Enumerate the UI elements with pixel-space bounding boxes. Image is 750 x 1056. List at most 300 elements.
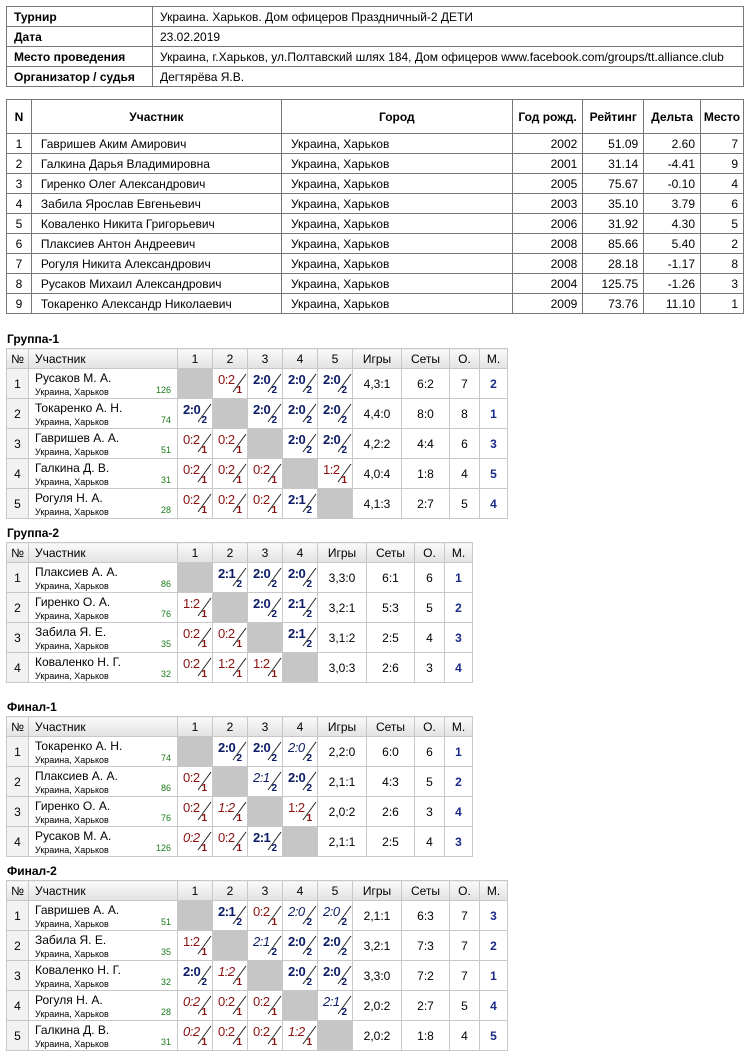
player-cell xyxy=(29,429,178,459)
player-name: Коваленко Н. Г. xyxy=(35,963,121,977)
row-number: 1 xyxy=(7,369,29,399)
participant-name: Галкина Дарья Владимировна xyxy=(31,154,281,174)
diagonal-cell xyxy=(248,797,283,827)
player-rating: 32 xyxy=(160,977,171,987)
match-result-cell xyxy=(213,459,248,489)
match-result-cell xyxy=(318,931,353,961)
match-result-cell xyxy=(178,1021,213,1051)
participant-delta: -1.26 xyxy=(644,274,701,294)
participant-place: 2 xyxy=(701,234,744,254)
row-number: 3 xyxy=(7,961,29,991)
group-row xyxy=(7,931,508,961)
match-result-cell xyxy=(318,369,353,399)
match-points: 2 xyxy=(341,385,347,396)
participant-number: 1 xyxy=(7,134,32,154)
match-points: 1 xyxy=(236,385,242,396)
player-name: Токаренко А. Н. xyxy=(35,739,123,753)
player-cell xyxy=(29,961,178,991)
participant-number: 7 xyxy=(7,254,32,274)
diagonal-cell xyxy=(213,931,248,961)
final-place: 1 xyxy=(445,563,473,593)
diagonal-cell xyxy=(178,563,213,593)
player-rating: 74 xyxy=(160,415,171,425)
player-name: Галкина Д. В. xyxy=(35,1023,110,1037)
player-rating: 31 xyxy=(160,475,171,485)
match-result-cell xyxy=(213,737,248,767)
col-header-opponent: 1 xyxy=(178,717,213,737)
player-city: Украина, Харьков xyxy=(35,507,109,517)
match-result-cell xyxy=(318,961,353,991)
match-score: 2:0 xyxy=(253,402,271,417)
col-header-rating: Рейтинг xyxy=(583,100,644,134)
participant-delta: -0.10 xyxy=(644,174,701,194)
col-header-city: Город xyxy=(281,100,512,134)
match-score: 2:0 xyxy=(288,402,306,417)
match-points: 2 xyxy=(306,783,312,794)
match-score: 1:2 xyxy=(183,596,200,611)
col-header-sets: Сеты xyxy=(402,881,450,901)
sets-total: 2:6 xyxy=(367,653,415,683)
final-place: 4 xyxy=(445,797,473,827)
col-header-points: О. xyxy=(450,881,480,901)
match-result-cell xyxy=(248,827,283,857)
points-total: 5 xyxy=(415,767,445,797)
info-value: Украина. Харьков. Дом офицеров Праздничный-2 ДЕТИ xyxy=(153,7,744,27)
match-result-cell xyxy=(318,429,353,459)
participant-number: 3 xyxy=(7,174,32,194)
row-number: 3 xyxy=(7,623,29,653)
match-points: 2 xyxy=(306,947,312,958)
player-name: Галкина Д. В. xyxy=(35,461,110,475)
info-row xyxy=(7,47,744,67)
group-title: Группа-2 xyxy=(7,526,60,540)
player-rating: 76 xyxy=(160,609,171,619)
participant-number: 6 xyxy=(7,234,32,254)
match-result-cell xyxy=(318,991,353,1021)
participant-delta: 11.10 xyxy=(644,294,701,314)
match-points: 1 xyxy=(236,669,242,680)
match-score: 2:1 xyxy=(323,994,340,1009)
match-points: 1 xyxy=(236,1007,242,1018)
col-header-opponent: 5 xyxy=(318,881,353,901)
match-points: 1 xyxy=(236,843,242,854)
player-name: Плаксиев А. А. xyxy=(35,769,118,783)
match-result-cell xyxy=(283,1021,318,1051)
match-points: 1 xyxy=(306,813,312,824)
participant-place: 5 xyxy=(701,214,744,234)
match-result-cell xyxy=(283,429,318,459)
player-name: Гиренко О. А. xyxy=(35,595,111,609)
col-header-opponent: 3 xyxy=(248,881,283,901)
participant-delta: -1.17 xyxy=(644,254,701,274)
match-points: 1 xyxy=(341,475,347,486)
match-score: 1:2 xyxy=(323,462,340,477)
games-total: 2,0:2 xyxy=(318,797,367,827)
group-block xyxy=(6,700,473,857)
match-points: 1 xyxy=(306,1037,312,1048)
info-label: Место проведения xyxy=(7,47,153,67)
player-name: Забила Я. Е. xyxy=(35,933,107,947)
match-points: 2 xyxy=(341,415,347,426)
match-points: 2 xyxy=(271,385,277,396)
match-score: 2:0 xyxy=(323,964,341,979)
col-header-points: О. xyxy=(450,349,480,369)
row-number: 5 xyxy=(7,489,29,519)
col-header-player: Участник xyxy=(29,349,178,369)
final-place: 2 xyxy=(480,369,508,399)
match-score: 2:0 xyxy=(323,934,341,949)
points-total: 7 xyxy=(450,369,480,399)
participant-name: Токаренко Александр Николаевич xyxy=(31,294,281,314)
participant-delta: 4.30 xyxy=(644,214,701,234)
group-row xyxy=(7,563,473,593)
match-score: 2:0 xyxy=(323,402,341,417)
player-rating: 28 xyxy=(160,1007,171,1017)
match-score: 2:1 xyxy=(288,596,306,611)
player-city: Украина, Харьков xyxy=(35,755,109,765)
match-result-cell xyxy=(178,961,213,991)
player-name: Забила Я. Е. xyxy=(35,625,107,639)
final-place: 4 xyxy=(480,489,508,519)
points-total: 7 xyxy=(450,931,480,961)
row-number: 1 xyxy=(7,737,29,767)
diagonal-cell xyxy=(283,459,318,489)
participant-place: 1 xyxy=(701,294,744,314)
match-score: 2:1 xyxy=(218,904,236,919)
col-header-delta: Дельта xyxy=(644,100,701,134)
match-score: 0:2 xyxy=(218,432,235,447)
player-cell xyxy=(29,737,178,767)
participant-row xyxy=(7,234,744,254)
participant-place: 9 xyxy=(701,154,744,174)
match-points: 1 xyxy=(201,505,207,516)
player-name: Рогуля Н. А. xyxy=(35,491,103,505)
player-city: Украина, Харьков xyxy=(35,1009,109,1019)
participant-name: Забила Ярослав Евгеньевич xyxy=(31,194,281,214)
group-row xyxy=(7,1021,508,1051)
match-points: 2 xyxy=(271,843,277,854)
final-place: 2 xyxy=(480,931,508,961)
match-score: 2:0 xyxy=(253,566,271,581)
diagonal-cell xyxy=(248,961,283,991)
points-total: 7 xyxy=(450,961,480,991)
match-points: 2 xyxy=(236,579,242,590)
match-points: 1 xyxy=(271,917,277,928)
col-header-opponent: 3 xyxy=(248,543,283,563)
match-result-cell xyxy=(178,429,213,459)
player-city: Украина, Харьков xyxy=(35,641,109,651)
player-city: Украина, Харьков xyxy=(35,919,109,929)
group-title: Финал-1 xyxy=(7,700,57,714)
match-score: 0:2 xyxy=(253,994,270,1009)
group-table xyxy=(6,880,508,1051)
player-city: Украина, Харьков xyxy=(35,1039,109,1049)
participant-delta: 2.60 xyxy=(644,134,701,154)
tournament-info-table xyxy=(6,6,744,87)
participant-row xyxy=(7,214,744,234)
participant-number: 2 xyxy=(7,154,32,174)
player-cell xyxy=(29,797,178,827)
match-score: 2:0 xyxy=(323,372,341,387)
final-place: 2 xyxy=(445,767,473,797)
group-block xyxy=(6,526,473,683)
games-total: 2,1:1 xyxy=(318,827,367,857)
player-name: Русаков М. А. xyxy=(35,829,112,843)
match-points: 2 xyxy=(306,917,312,928)
row-number: 1 xyxy=(7,563,29,593)
match-points: 2 xyxy=(306,505,312,516)
diagonal-cell xyxy=(178,369,213,399)
sets-total: 6:0 xyxy=(367,737,415,767)
participants-table xyxy=(6,99,744,314)
player-cell xyxy=(29,459,178,489)
participant-year: 2009 xyxy=(512,294,583,314)
group-block xyxy=(6,332,508,519)
group-table xyxy=(6,716,473,857)
match-result-cell xyxy=(213,991,248,1021)
participant-city: Украина, Харьков xyxy=(281,174,512,194)
match-points: 1 xyxy=(201,783,207,794)
diagonal-cell xyxy=(283,653,318,683)
col-header-place: М. xyxy=(480,881,508,901)
match-score: 2:0 xyxy=(288,432,306,447)
col-header-n: N xyxy=(7,100,32,134)
match-result-cell xyxy=(283,623,318,653)
participant-number: 9 xyxy=(7,294,32,314)
group-row xyxy=(7,767,473,797)
match-points: 2 xyxy=(271,947,277,958)
games-total: 2,0:2 xyxy=(353,991,402,1021)
diagonal-cell xyxy=(178,737,213,767)
sets-total: 7:3 xyxy=(402,931,450,961)
games-total: 4,3:1 xyxy=(353,369,402,399)
group-row xyxy=(7,797,473,827)
match-score: 0:2 xyxy=(218,994,235,1009)
diagonal-cell xyxy=(213,767,248,797)
match-score: 0:2 xyxy=(218,492,235,507)
participant-row xyxy=(7,274,744,294)
participant-number: 5 xyxy=(7,214,32,234)
col-header-points: О. xyxy=(415,717,445,737)
participant-year: 2002 xyxy=(512,134,583,154)
participant-name: Русаков Михаил Александрович xyxy=(31,274,281,294)
player-city: Украина, Харьков xyxy=(35,671,109,681)
sets-total: 2:5 xyxy=(367,827,415,857)
info-label: Турнир xyxy=(7,7,153,27)
sets-total: 6:3 xyxy=(402,901,450,931)
sets-total: 4:4 xyxy=(402,429,450,459)
col-header-opponent: 3 xyxy=(248,349,283,369)
match-result-cell xyxy=(248,1021,283,1051)
match-score: 2:0 xyxy=(323,432,341,447)
final-place: 3 xyxy=(480,429,508,459)
match-score: 1:2 xyxy=(253,656,270,671)
points-total: 5 xyxy=(415,593,445,623)
player-cell xyxy=(29,653,178,683)
match-score: 1:2 xyxy=(288,800,305,815)
player-city: Украина, Харьков xyxy=(35,477,109,487)
match-result-cell xyxy=(213,827,248,857)
match-score: 2:0 xyxy=(183,402,201,417)
games-total: 3,2:1 xyxy=(318,593,367,623)
match-score: 2:0 xyxy=(253,372,271,387)
match-result-cell xyxy=(178,797,213,827)
match-score: 1:2 xyxy=(218,800,235,815)
participant-city: Украина, Харьков xyxy=(281,274,512,294)
points-total: 6 xyxy=(450,429,480,459)
match-points: 2 xyxy=(201,415,207,426)
player-city: Украина, Харьков xyxy=(35,387,109,397)
info-row xyxy=(7,27,744,47)
participants-header-row xyxy=(7,100,744,134)
match-score: 2:1 xyxy=(253,830,271,845)
match-points: 2 xyxy=(341,947,347,958)
col-header-num: № xyxy=(7,349,29,369)
diagonal-cell xyxy=(213,399,248,429)
col-header-opponent: 4 xyxy=(283,543,318,563)
games-total: 2,1:1 xyxy=(318,767,367,797)
match-score: 0:2 xyxy=(253,462,270,477)
player-name: Русаков М. А. xyxy=(35,371,112,385)
match-result-cell xyxy=(178,399,213,429)
group-row xyxy=(7,369,508,399)
match-points: 1 xyxy=(236,977,242,988)
final-place: 1 xyxy=(480,961,508,991)
match-score: 2:1 xyxy=(253,770,270,785)
col-header-opponent: 4 xyxy=(283,349,318,369)
player-name: Плаксиев А. А. xyxy=(35,565,118,579)
match-score: 0:2 xyxy=(183,800,200,815)
player-rating: 126 xyxy=(155,843,171,853)
final-place: 1 xyxy=(445,737,473,767)
info-value: 23.02.2019 xyxy=(153,27,744,47)
match-result-cell xyxy=(248,459,283,489)
match-score: 0:2 xyxy=(183,1024,200,1039)
final-place: 3 xyxy=(445,623,473,653)
col-header-opponent: 4 xyxy=(283,717,318,737)
sets-total: 6:1 xyxy=(367,563,415,593)
col-header-opponent: 2 xyxy=(213,543,248,563)
participant-rating: 75.67 xyxy=(583,174,644,194)
player-name: Коваленко Н. Г. xyxy=(35,655,121,669)
match-score: 0:2 xyxy=(183,492,200,507)
sets-total: 7:2 xyxy=(402,961,450,991)
match-points: 2 xyxy=(271,753,277,764)
group-row xyxy=(7,827,473,857)
group-row xyxy=(7,399,508,429)
participant-number: 8 xyxy=(7,274,32,294)
match-score: 1:2 xyxy=(288,1024,305,1039)
match-points: 2 xyxy=(306,609,312,620)
match-score: 2:1 xyxy=(288,626,306,641)
match-score: 2:1 xyxy=(253,934,270,949)
player-cell xyxy=(29,563,178,593)
match-result-cell xyxy=(248,737,283,767)
player-cell xyxy=(29,399,178,429)
final-place: 3 xyxy=(480,901,508,931)
participant-row xyxy=(7,194,744,214)
col-header-player: Участник xyxy=(29,543,178,563)
player-name: Гавришев А. А. xyxy=(35,431,120,445)
match-result-cell xyxy=(248,563,283,593)
participant-city: Украина, Харьков xyxy=(281,134,512,154)
group-block xyxy=(6,864,508,1051)
participant-name: Гиренко Олег Александрович xyxy=(31,174,281,194)
match-score: 0:2 xyxy=(253,1024,270,1039)
row-number: 4 xyxy=(7,459,29,489)
group-table xyxy=(6,542,473,683)
match-points: 1 xyxy=(271,505,277,516)
match-result-cell xyxy=(178,767,213,797)
participant-row xyxy=(7,134,744,154)
player-rating: 51 xyxy=(160,917,171,927)
match-points: 1 xyxy=(201,1037,207,1048)
match-result-cell xyxy=(178,623,213,653)
diagonal-cell xyxy=(283,991,318,1021)
group-row xyxy=(7,991,508,1021)
games-total: 2,0:2 xyxy=(353,1021,402,1051)
match-points: 1 xyxy=(201,445,207,456)
info-label: Дата xyxy=(7,27,153,47)
match-score: 0:2 xyxy=(183,656,200,671)
match-result-cell xyxy=(213,797,248,827)
match-points: 2 xyxy=(201,977,207,988)
participant-city: Украина, Харьков xyxy=(281,194,512,214)
match-score: 2:0 xyxy=(288,770,306,785)
final-place: 5 xyxy=(480,459,508,489)
match-score: 0:2 xyxy=(253,492,270,507)
player-cell xyxy=(29,827,178,857)
games-total: 4,2:2 xyxy=(353,429,402,459)
games-total: 4,4:0 xyxy=(353,399,402,429)
row-number: 4 xyxy=(7,827,29,857)
match-result-cell xyxy=(213,429,248,459)
match-score: 2:1 xyxy=(288,492,306,507)
participant-rating: 35.10 xyxy=(583,194,644,214)
participant-city: Украина, Харьков xyxy=(281,254,512,274)
match-points: 2 xyxy=(236,753,242,764)
sets-total: 1:8 xyxy=(402,459,450,489)
player-name: Гавришев А. А. xyxy=(35,903,120,917)
final-place: 5 xyxy=(480,1021,508,1051)
participant-number: 4 xyxy=(7,194,32,214)
games-total: 2,2:0 xyxy=(318,737,367,767)
match-result-cell xyxy=(283,399,318,429)
col-header-opponent: 1 xyxy=(178,543,213,563)
participant-year: 2005 xyxy=(512,174,583,194)
participant-rating: 85.66 xyxy=(583,234,644,254)
points-total: 4 xyxy=(450,1021,480,1051)
match-points: 1 xyxy=(201,639,207,650)
player-city: Украина, Харьков xyxy=(35,979,109,989)
player-rating: 86 xyxy=(160,579,171,589)
group-title: Финал-2 xyxy=(7,864,57,878)
participant-rating: 28.18 xyxy=(583,254,644,274)
group-table xyxy=(6,348,508,519)
participant-rating: 73.76 xyxy=(583,294,644,314)
group-row xyxy=(7,901,508,931)
match-points: 2 xyxy=(271,415,277,426)
sets-total: 6:2 xyxy=(402,369,450,399)
games-total: 4,1:3 xyxy=(353,489,402,519)
group-row xyxy=(7,593,473,623)
games-total: 3,3:0 xyxy=(353,961,402,991)
player-rating: 86 xyxy=(160,783,171,793)
match-result-cell xyxy=(248,653,283,683)
match-result-cell xyxy=(213,369,248,399)
match-result-cell xyxy=(318,399,353,429)
match-result-cell xyxy=(248,399,283,429)
